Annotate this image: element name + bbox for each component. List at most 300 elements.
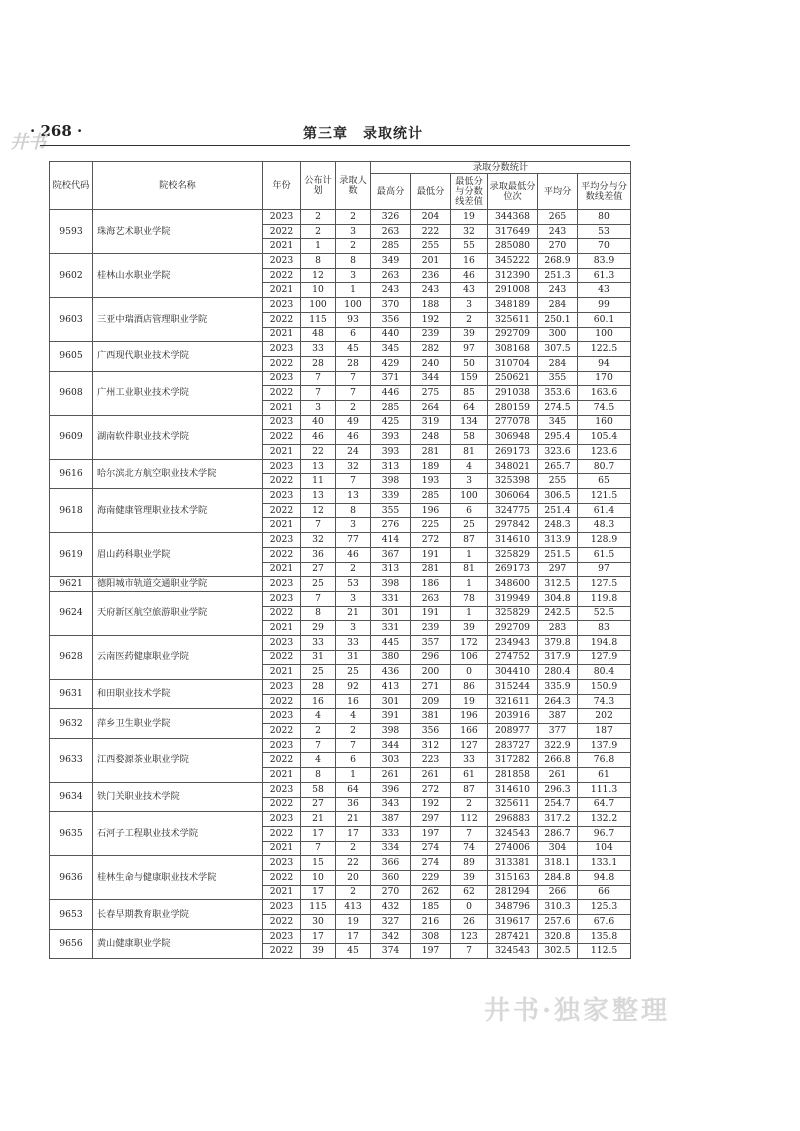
min-diff-cell: 19 <box>451 210 488 225</box>
min-diff-cell: 112 <box>451 812 488 827</box>
year-cell: 2022 <box>263 944 301 959</box>
plan-cell: 22 <box>301 445 336 460</box>
year-cell: 2021 <box>263 445 301 460</box>
year-cell: 2022 <box>263 724 301 739</box>
min-diff-cell: 25 <box>451 518 488 533</box>
table-row <box>50 709 631 724</box>
min-rank-cell: 313381 <box>488 856 538 871</box>
page-number: · 268 · <box>30 122 83 140</box>
min-score-cell: 204 <box>411 210 451 225</box>
min-diff-cell: 166 <box>451 724 488 739</box>
max-score-cell: 270 <box>371 885 411 900</box>
min-diff-cell: 7 <box>451 944 488 959</box>
max-score-cell: 326 <box>371 210 411 225</box>
avg-score-cell: 323.6 <box>538 445 578 460</box>
school-name: 和田职业技术学院 <box>93 680 263 709</box>
avg-diff-cell: 61 <box>578 768 631 783</box>
col-header-min: 最低分 <box>411 174 451 210</box>
max-score-cell: 413 <box>371 680 411 695</box>
year-cell: 2022 <box>263 797 301 812</box>
min-rank-cell: 269173 <box>488 562 538 577</box>
min-rank-cell: 234943 <box>488 635 538 650</box>
min-diff-cell: 61 <box>451 768 488 783</box>
year-cell: 2021 <box>263 621 301 636</box>
avg-diff-cell: 96.7 <box>578 826 631 841</box>
year-cell: 2022 <box>263 430 301 445</box>
avg-score-cell: 264.3 <box>538 694 578 709</box>
avg-score-cell: 268.9 <box>538 254 578 269</box>
year-cell: 2022 <box>263 915 301 930</box>
min-rank-cell: 348600 <box>488 577 538 592</box>
avg-diff-cell: 66 <box>578 885 631 900</box>
min-rank-cell: 306064 <box>488 489 538 504</box>
min-diff-cell: 81 <box>451 562 488 577</box>
max-score-cell: 425 <box>371 415 411 430</box>
min-diff-cell: 0 <box>451 900 488 915</box>
admitted-cell: 4 <box>336 709 371 724</box>
max-score-cell: 285 <box>371 400 411 415</box>
min-rank-cell: 274752 <box>488 650 538 665</box>
min-score-cell: 225 <box>411 518 451 533</box>
max-score-cell: 243 <box>371 283 411 298</box>
min-diff-cell: 50 <box>451 356 488 371</box>
year-cell: 2023 <box>263 929 301 944</box>
school-name: 广西现代职业技术学院 <box>93 342 263 371</box>
avg-score-cell: 300 <box>538 327 578 342</box>
year-cell: 2023 <box>263 738 301 753</box>
col-header-code: 院校代码 <box>50 162 93 210</box>
min-rank-cell: 314610 <box>488 782 538 797</box>
plan-cell: 115 <box>301 900 336 915</box>
table-body <box>50 210 631 959</box>
min-score-cell: 344 <box>411 371 451 386</box>
avg-score-cell: 243 <box>538 224 578 239</box>
max-score-cell: 263 <box>371 268 411 283</box>
school-name: 哈尔滨北方航空职业技术学院 <box>93 459 263 488</box>
admitted-cell: 13 <box>336 489 371 504</box>
school-name: 长春早期教育职业学院 <box>93 900 263 929</box>
min-rank-cell: 274006 <box>488 841 538 856</box>
plan-cell: 8 <box>301 606 336 621</box>
max-score-cell: 398 <box>371 724 411 739</box>
min-rank-cell: 312390 <box>488 268 538 283</box>
admitted-cell: 49 <box>336 415 371 430</box>
min-rank-cell: 292709 <box>488 327 538 342</box>
avg-score-cell: 355 <box>538 371 578 386</box>
school-code: 9618 <box>50 489 93 533</box>
min-score-cell: 185 <box>411 900 451 915</box>
min-rank-cell: 325611 <box>488 312 538 327</box>
admitted-cell: 1 <box>336 768 371 783</box>
plan-cell: 1 <box>301 239 336 254</box>
min-diff-cell: 46 <box>451 268 488 283</box>
school-code: 9616 <box>50 459 93 488</box>
avg-diff-cell: 100 <box>578 327 631 342</box>
watermark: 井书·独家整理 <box>483 996 670 1026</box>
min-diff-cell: 58 <box>451 430 488 445</box>
admitted-cell: 17 <box>336 826 371 841</box>
admitted-cell: 32 <box>336 459 371 474</box>
plan-cell: 28 <box>301 356 336 371</box>
year-cell: 2023 <box>263 856 301 871</box>
avg-score-cell: 284 <box>538 356 578 371</box>
min-score-cell: 200 <box>411 665 451 680</box>
year-cell: 2023 <box>263 900 301 915</box>
plan-cell: 2 <box>301 724 336 739</box>
avg-score-cell: 266 <box>538 885 578 900</box>
school-name: 眉山药科职业学院 <box>93 533 263 577</box>
avg-diff-cell: 80 <box>578 210 631 225</box>
plan-cell: 36 <box>301 547 336 562</box>
plan-cell: 30 <box>301 915 336 930</box>
school-name: 云南医药健康职业学院 <box>93 635 263 679</box>
admitted-cell: 2 <box>336 724 371 739</box>
avg-diff-cell: 137.9 <box>578 738 631 753</box>
table-row <box>50 210 631 225</box>
col-header-avg: 平均分 <box>538 174 578 210</box>
avg-diff-cell: 53 <box>578 224 631 239</box>
max-score-cell: 331 <box>371 591 411 606</box>
avg-score-cell: 295.4 <box>538 430 578 445</box>
plan-cell: 7 <box>301 371 336 386</box>
admitted-cell: 28 <box>336 356 371 371</box>
school-code: 9633 <box>50 738 93 782</box>
min-diff-cell: 39 <box>451 621 488 636</box>
plan-cell: 33 <box>301 342 336 357</box>
min-rank-cell: 315244 <box>488 680 538 695</box>
min-score-cell: 239 <box>411 327 451 342</box>
avg-score-cell: 307.5 <box>538 342 578 357</box>
min-score-cell: 229 <box>411 870 451 885</box>
table-row <box>50 489 631 504</box>
min-score-cell: 282 <box>411 342 451 357</box>
school-code: 9609 <box>50 415 93 459</box>
school-name: 桂林山水职业学院 <box>93 254 263 298</box>
max-score-cell: 393 <box>371 430 411 445</box>
avg-diff-cell: 60.1 <box>578 312 631 327</box>
min-diff-cell: 74 <box>451 841 488 856</box>
min-score-cell: 197 <box>411 826 451 841</box>
min-rank-cell: 269173 <box>488 445 538 460</box>
year-cell: 2022 <box>263 650 301 665</box>
year-cell: 2022 <box>263 268 301 283</box>
min-diff-cell: 134 <box>451 415 488 430</box>
avg-diff-cell: 128.9 <box>578 533 631 548</box>
year-cell: 2022 <box>263 753 301 768</box>
min-diff-cell: 1 <box>451 577 488 592</box>
avg-score-cell: 320.8 <box>538 929 578 944</box>
avg-score-cell: 283 <box>538 621 578 636</box>
year-cell: 2023 <box>263 577 301 592</box>
school-code: 9634 <box>50 782 93 811</box>
max-score-cell: 334 <box>371 841 411 856</box>
max-score-cell: 344 <box>371 738 411 753</box>
year-cell: 2023 <box>263 680 301 695</box>
min-rank-cell: 319617 <box>488 915 538 930</box>
avg-score-cell: 251.3 <box>538 268 578 283</box>
table-row <box>50 342 631 357</box>
avg-diff-cell: 61.5 <box>578 547 631 562</box>
admitted-cell: 20 <box>336 870 371 885</box>
min-rank-cell: 348021 <box>488 459 538 474</box>
max-score-cell: 345 <box>371 342 411 357</box>
min-score-cell: 191 <box>411 547 451 562</box>
min-diff-cell: 127 <box>451 738 488 753</box>
min-rank-cell: 345222 <box>488 254 538 269</box>
year-cell: 2022 <box>263 386 301 401</box>
avg-diff-cell: 61.3 <box>578 268 631 283</box>
admitted-cell: 3 <box>336 268 371 283</box>
table-row <box>50 782 631 797</box>
year-cell: 2022 <box>263 503 301 518</box>
min-diff-cell: 97 <box>451 342 488 357</box>
avg-score-cell: 284 <box>538 298 578 313</box>
table-row <box>50 591 631 606</box>
min-score-cell: 356 <box>411 724 451 739</box>
min-diff-cell: 26 <box>451 915 488 930</box>
avg-diff-cell: 99 <box>578 298 631 313</box>
avg-diff-cell: 52.5 <box>578 606 631 621</box>
min-diff-cell: 19 <box>451 694 488 709</box>
plan-cell: 4 <box>301 753 336 768</box>
avg-score-cell: 251.5 <box>538 547 578 562</box>
school-name: 天府新区航空旅游职业学院 <box>93 591 263 635</box>
admitted-cell: 53 <box>336 577 371 592</box>
plan-cell: 46 <box>301 430 336 445</box>
school-name: 广州工业职业技术学院 <box>93 371 263 415</box>
max-score-cell: 398 <box>371 474 411 489</box>
min-score-cell: 308 <box>411 929 451 944</box>
min-diff-cell: 62 <box>451 885 488 900</box>
plan-cell: 29 <box>301 621 336 636</box>
max-score-cell: 391 <box>371 709 411 724</box>
year-cell: 2023 <box>263 635 301 650</box>
admitted-cell: 7 <box>336 474 371 489</box>
table-row <box>50 856 631 871</box>
min-score-cell: 248 <box>411 430 451 445</box>
avg-diff-cell: 202 <box>578 709 631 724</box>
min-rank-cell: 277078 <box>488 415 538 430</box>
avg-diff-cell: 133.1 <box>578 856 631 871</box>
col-header-year: 年份 <box>263 162 301 210</box>
admitted-cell: 16 <box>336 694 371 709</box>
admitted-cell: 36 <box>336 797 371 812</box>
max-score-cell: 371 <box>371 371 411 386</box>
avg-score-cell: 284.8 <box>538 870 578 885</box>
admitted-cell: 46 <box>336 430 371 445</box>
avg-score-cell: 261 <box>538 768 578 783</box>
school-code: 9602 <box>50 254 93 298</box>
avg-diff-cell: 83 <box>578 621 631 636</box>
table-row <box>50 459 631 474</box>
avg-diff-cell: 105.4 <box>578 430 631 445</box>
table-row <box>50 680 631 695</box>
year-cell: 2023 <box>263 254 301 269</box>
max-score-cell: 285 <box>371 239 411 254</box>
min-score-cell: 223 <box>411 753 451 768</box>
year-cell: 2021 <box>263 239 301 254</box>
admitted-cell: 77 <box>336 533 371 548</box>
max-score-cell: 356 <box>371 312 411 327</box>
avg-diff-cell: 187 <box>578 724 631 739</box>
min-rank-cell: 287421 <box>488 929 538 944</box>
min-score-cell: 186 <box>411 577 451 592</box>
min-score-cell: 312 <box>411 738 451 753</box>
avg-score-cell: 248.3 <box>538 518 578 533</box>
min-rank-cell: 280159 <box>488 400 538 415</box>
min-rank-cell: 324775 <box>488 503 538 518</box>
avg-diff-cell: 74.3 <box>578 694 631 709</box>
min-score-cell: 263 <box>411 591 451 606</box>
avg-score-cell: 322.9 <box>538 738 578 753</box>
min-diff-cell: 87 <box>451 782 488 797</box>
avg-diff-cell: 163.6 <box>578 386 631 401</box>
max-score-cell: 380 <box>371 650 411 665</box>
year-cell: 2021 <box>263 518 301 533</box>
min-rank-cell: 321611 <box>488 694 538 709</box>
avg-diff-cell: 127.9 <box>578 650 631 665</box>
min-diff-cell: 159 <box>451 371 488 386</box>
avg-score-cell: 312.5 <box>538 577 578 592</box>
max-score-cell: 436 <box>371 665 411 680</box>
col-header-min-diff: 最低分与分数线差值 <box>451 174 488 210</box>
admitted-cell: 100 <box>336 298 371 313</box>
min-rank-cell: 291008 <box>488 283 538 298</box>
max-score-cell: 445 <box>371 635 411 650</box>
avg-score-cell: 243 <box>538 283 578 298</box>
plan-cell: 7 <box>301 738 336 753</box>
avg-score-cell: 274.5 <box>538 400 578 415</box>
avg-score-cell: 335.9 <box>538 680 578 695</box>
admitted-cell: 3 <box>336 591 371 606</box>
plan-cell: 21 <box>301 812 336 827</box>
avg-diff-cell: 111.3 <box>578 782 631 797</box>
min-score-cell: 216 <box>411 915 451 930</box>
year-cell: 2021 <box>263 841 301 856</box>
min-rank-cell: 325829 <box>488 606 538 621</box>
min-diff-cell: 123 <box>451 929 488 944</box>
min-rank-cell: 348796 <box>488 900 538 915</box>
avg-score-cell: 297 <box>538 562 578 577</box>
min-score-cell: 236 <box>411 268 451 283</box>
min-rank-cell: 324543 <box>488 944 538 959</box>
min-score-cell: 272 <box>411 533 451 548</box>
header-rule <box>40 145 630 146</box>
min-rank-cell: 308168 <box>488 342 538 357</box>
year-cell: 2022 <box>263 547 301 562</box>
min-rank-cell: 317282 <box>488 753 538 768</box>
min-score-cell: 240 <box>411 356 451 371</box>
plan-cell: 8 <box>301 768 336 783</box>
min-diff-cell: 3 <box>451 298 488 313</box>
year-cell: 2023 <box>263 533 301 548</box>
avg-score-cell: 313.9 <box>538 533 578 548</box>
plan-cell: 115 <box>301 312 336 327</box>
school-name: 黄山健康职业学院 <box>93 929 263 958</box>
avg-score-cell: 254.7 <box>538 797 578 812</box>
plan-cell: 100 <box>301 298 336 313</box>
school-code: 9632 <box>50 709 93 738</box>
max-score-cell: 303 <box>371 753 411 768</box>
avg-diff-cell: 125.3 <box>578 900 631 915</box>
avg-diff-cell: 150.9 <box>578 680 631 695</box>
max-score-cell: 366 <box>371 856 411 871</box>
min-score-cell: 264 <box>411 400 451 415</box>
avg-score-cell: 265 <box>538 210 578 225</box>
min-score-cell: 188 <box>411 298 451 313</box>
year-cell: 2022 <box>263 606 301 621</box>
min-rank-cell: 297842 <box>488 518 538 533</box>
min-rank-cell: 203916 <box>488 709 538 724</box>
min-score-cell: 191 <box>411 606 451 621</box>
plan-cell: 4 <box>301 709 336 724</box>
min-rank-cell: 317649 <box>488 224 538 239</box>
plan-cell: 17 <box>301 826 336 841</box>
admitted-cell: 33 <box>336 635 371 650</box>
avg-score-cell: 317.2 <box>538 812 578 827</box>
avg-score-cell: 280.4 <box>538 665 578 680</box>
col-header-plan: 公布计划 <box>301 162 336 210</box>
avg-score-cell: 306.5 <box>538 489 578 504</box>
year-cell: 2023 <box>263 342 301 357</box>
max-score-cell: 393 <box>371 445 411 460</box>
avg-diff-cell: 194.8 <box>578 635 631 650</box>
school-code: 9631 <box>50 680 93 709</box>
page-header <box>0 118 800 148</box>
min-diff-cell: 81 <box>451 445 488 460</box>
table-row <box>50 738 631 753</box>
avg-score-cell: 251.4 <box>538 503 578 518</box>
avg-diff-cell: 94.8 <box>578 870 631 885</box>
plan-cell: 28 <box>301 680 336 695</box>
year-cell: 2023 <box>263 459 301 474</box>
school-code: 9603 <box>50 298 93 342</box>
min-diff-cell: 39 <box>451 327 488 342</box>
plan-cell: 27 <box>301 797 336 812</box>
min-score-cell: 239 <box>411 621 451 636</box>
admitted-cell: 413 <box>336 900 371 915</box>
min-score-cell: 261 <box>411 768 451 783</box>
table-row <box>50 929 631 944</box>
min-score-cell: 285 <box>411 489 451 504</box>
avg-diff-cell: 123.6 <box>578 445 631 460</box>
min-diff-cell: 100 <box>451 489 488 504</box>
min-diff-cell: 33 <box>451 753 488 768</box>
max-score-cell: 342 <box>371 929 411 944</box>
min-rank-cell: 319949 <box>488 591 538 606</box>
plan-cell: 58 <box>301 782 336 797</box>
min-score-cell: 272 <box>411 782 451 797</box>
avg-diff-cell: 121.5 <box>578 489 631 504</box>
plan-cell: 32 <box>301 533 336 548</box>
avg-diff-cell: 127.5 <box>578 577 631 592</box>
max-score-cell: 333 <box>371 826 411 841</box>
avg-score-cell: 379.8 <box>538 635 578 650</box>
school-name: 珠海艺术职业学院 <box>93 210 263 254</box>
max-score-cell: 261 <box>371 768 411 783</box>
school-name: 桂林生命与健康职业技术学院 <box>93 856 263 900</box>
year-cell: 2021 <box>263 768 301 783</box>
min-rank-cell: 310704 <box>488 356 538 371</box>
min-score-cell: 209 <box>411 694 451 709</box>
school-name: 铁门关职业技术学院 <box>93 782 263 811</box>
plan-cell: 13 <box>301 489 336 504</box>
min-rank-cell: 296883 <box>488 812 538 827</box>
plan-cell: 31 <box>301 650 336 665</box>
avg-diff-cell: 80.7 <box>578 459 631 474</box>
avg-score-cell: 257.6 <box>538 915 578 930</box>
plan-cell: 25 <box>301 665 336 680</box>
